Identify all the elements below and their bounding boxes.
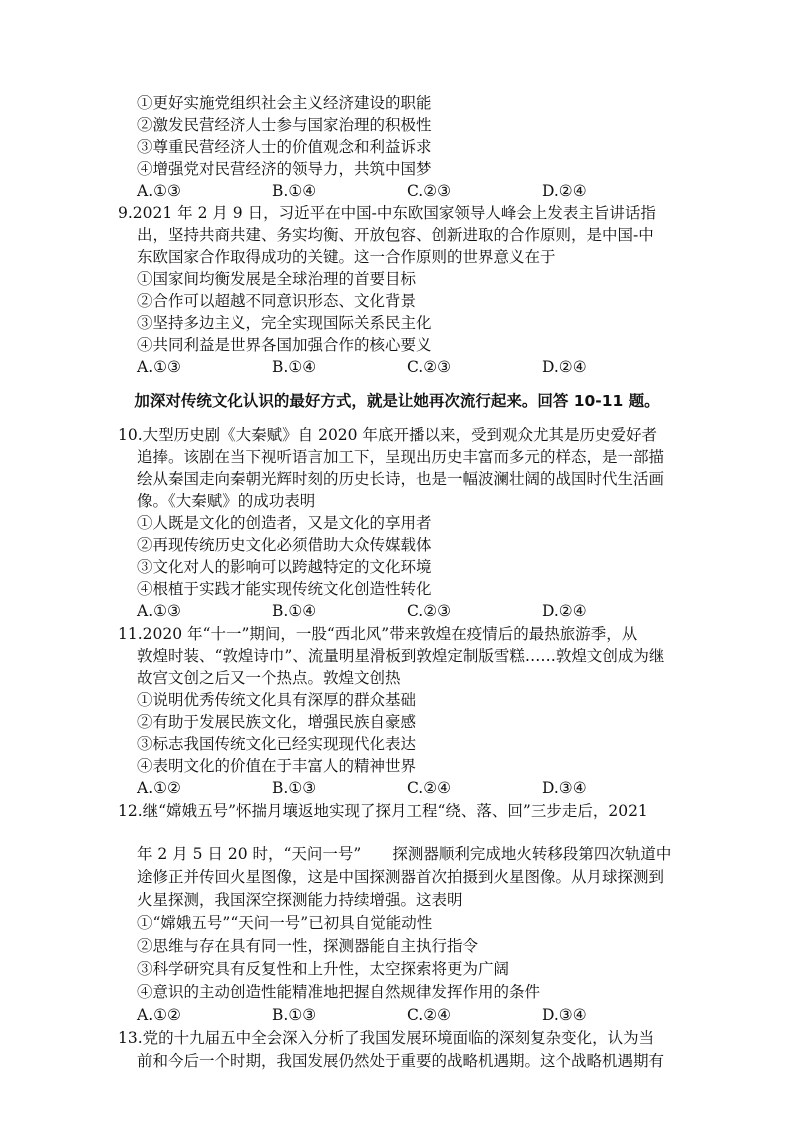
q9-choices <box>137 356 617 378</box>
q8-choices <box>137 180 617 202</box>
q12-choice-c: C.②④ <box>407 1006 452 1024</box>
q10-stem-line-1: 10.大型历史剧《大秦赋》自 2020 年底开播以来，受到观众尤其是历史爱好者 <box>118 426 657 444</box>
q10-stem-line-2: 追捧。该剧在当下视听语言加工下，呈现出历史丰富而多元的样态，是一部描 <box>137 448 665 466</box>
q11-option-1: ①说明优秀传统文化具有深厚的群众基础 <box>137 691 417 709</box>
q10-choice-a: A.①③ <box>137 602 181 620</box>
q9-option-1: ①国家间均衡发展是全球治理的首要目标 <box>137 270 417 288</box>
q12-option-3: ③科学研究具有反复性和上升性，太空探索将更为广阔 <box>137 960 510 978</box>
q11-stem-line-3: 故宫文创之后又一个热点。敦煌文创热 <box>137 669 401 687</box>
q9-stem-line-3: 东欧国家合作取得成功的关键。这一合作原则的世界意义在于 <box>137 248 556 266</box>
q9-stem-line-1: 9.2021 年 2 月 9 日，习近平在中国-中东欧国家领导人峰会上发表主旨讲话指 <box>118 204 656 222</box>
q9-option-2: ②合作可以超越不同意识形态、文化背景 <box>137 292 417 310</box>
q8-option-1: ①更好实施党组织社会主义经济建设的职能 <box>137 94 432 112</box>
q12-choices <box>137 1004 617 1026</box>
q12-option-2: ②思维与存在具有同一性，探测器能自主执行指令 <box>137 937 479 955</box>
q11-choice-d: D.③④ <box>542 779 587 797</box>
q12-stem-line-1: 12.继“嫦娥五号”怀揣月壤返地实现了探月工程“绕、落、回”三步走后，2021 <box>118 802 648 820</box>
q9-choice-a: A.①③ <box>137 358 181 376</box>
q13-stem-line-2: 前和今后一个时期，我国发展仍然处于重要的战略机遇期。这个战略机遇期有 <box>137 1052 665 1070</box>
q10-stem-line-4: 像。《大秦赋》的成功表明 <box>137 492 316 510</box>
q8-choice-d: D.②④ <box>542 182 587 200</box>
section-heading: 加深对传统文化认识的最好方式，就是让她再次流行起来。回答 10-11 题。 <box>134 392 660 410</box>
q8-option-2: ②激发民营经济人士参与国家治理的积极性 <box>137 116 432 134</box>
q10-choices <box>137 600 617 622</box>
q8-choice-b: B.①④ <box>272 182 317 200</box>
q8-option-4: ④增强党对民营经济的领导力，共筑中国梦 <box>137 160 432 178</box>
q12-choice-d: D.③④ <box>542 1006 587 1024</box>
q10-option-4: ④根植于实践才能实现传统文化创造性转化 <box>137 580 432 598</box>
q12-stem-line-4: 火星探测，我国深空探测能力持续增强。这表明 <box>137 891 463 909</box>
q10-choice-c: C.②③ <box>407 602 452 620</box>
q11-choice-a: A.①② <box>137 779 181 797</box>
q11-option-3: ③标志我国传统文化已经实现现代化表达 <box>137 735 417 753</box>
q10-option-2: ②再现传统历史文化必须借助大众传媒载体 <box>137 536 432 554</box>
q12-option-1: ①“嫦娥五号”“天问一号”已初具自觉能动性 <box>137 914 433 932</box>
q10-option-3: ③文化对人的影响可以跨越特定的文化环境 <box>137 558 432 576</box>
q9-option-3: ③坚持多边主义，完全实现国际关系民主化 <box>137 314 432 332</box>
q12-stem-line-2: 年 2 月 5 日 20 时，“天问一号” 探测器顺利完成地火转移段第四次轨道中 <box>137 845 672 863</box>
q12-option-4: ④意识的主动创造性能精准地把握自然规律发挥作用的条件 <box>137 983 541 1001</box>
q8-option-3: ③尊重民营经济人士的价值观念和利益诉求 <box>137 138 432 156</box>
q11-stem-line-1: 11.2020 年“十一”期间，一股“西北风”带来敦煌在疫情后的最热旅游季，从 <box>118 625 638 643</box>
q12-choice-a: A.①② <box>137 1006 181 1024</box>
q13-stem-line-1: 13.党的十九届五中全会深入分析了我国发展环境面临的深刻复杂变化，认为当 <box>118 1029 655 1047</box>
q10-option-1: ①人既是文化的创造者，又是文化的享用者 <box>137 514 432 532</box>
q10-choice-d: D.②④ <box>542 602 587 620</box>
q9-option-4: ④共同利益是世界各国加强合作的核心要义 <box>137 336 432 354</box>
q9-choice-c: C.②③ <box>407 358 452 376</box>
q8-choice-a: A.①③ <box>137 182 181 200</box>
q11-choices <box>137 777 617 799</box>
q11-choice-b: B.①③ <box>272 779 317 797</box>
q12-choice-b: B.①③ <box>272 1006 317 1024</box>
q11-option-2: ②有助于发展民族文化，增强民族自豪感 <box>137 713 417 731</box>
q8-choice-c: C.②③ <box>407 182 452 200</box>
q11-stem-line-2: 敦煌时装、“敦煌诗巾”、流量明星滑板到敦煌定制版雪糕……敦煌文创成为继 <box>137 647 665 665</box>
q9-choice-d: D.②④ <box>542 358 587 376</box>
q11-option-4: ④表明文化的价值在于丰富人的精神世界 <box>137 757 417 775</box>
q9-choice-b: B.①④ <box>272 358 317 376</box>
q9-stem-line-2: 出，坚持共商共建、务实均衡、开放包容、创新进取的合作原则，是中国-中 <box>137 226 654 244</box>
q11-choice-c: C.②④ <box>407 779 452 797</box>
q10-stem-line-3: 绘从秦国走向秦朝光辉时刻的历史长诗，也是一幅波澜壮阔的战国时代生活画 <box>137 470 665 488</box>
q12-stem-line-3: 途修正并传回火星图像，这是中国探测器首次拍摄到火星图像。从月球探测到 <box>137 868 665 886</box>
q10-choice-b: B.①④ <box>272 602 317 620</box>
